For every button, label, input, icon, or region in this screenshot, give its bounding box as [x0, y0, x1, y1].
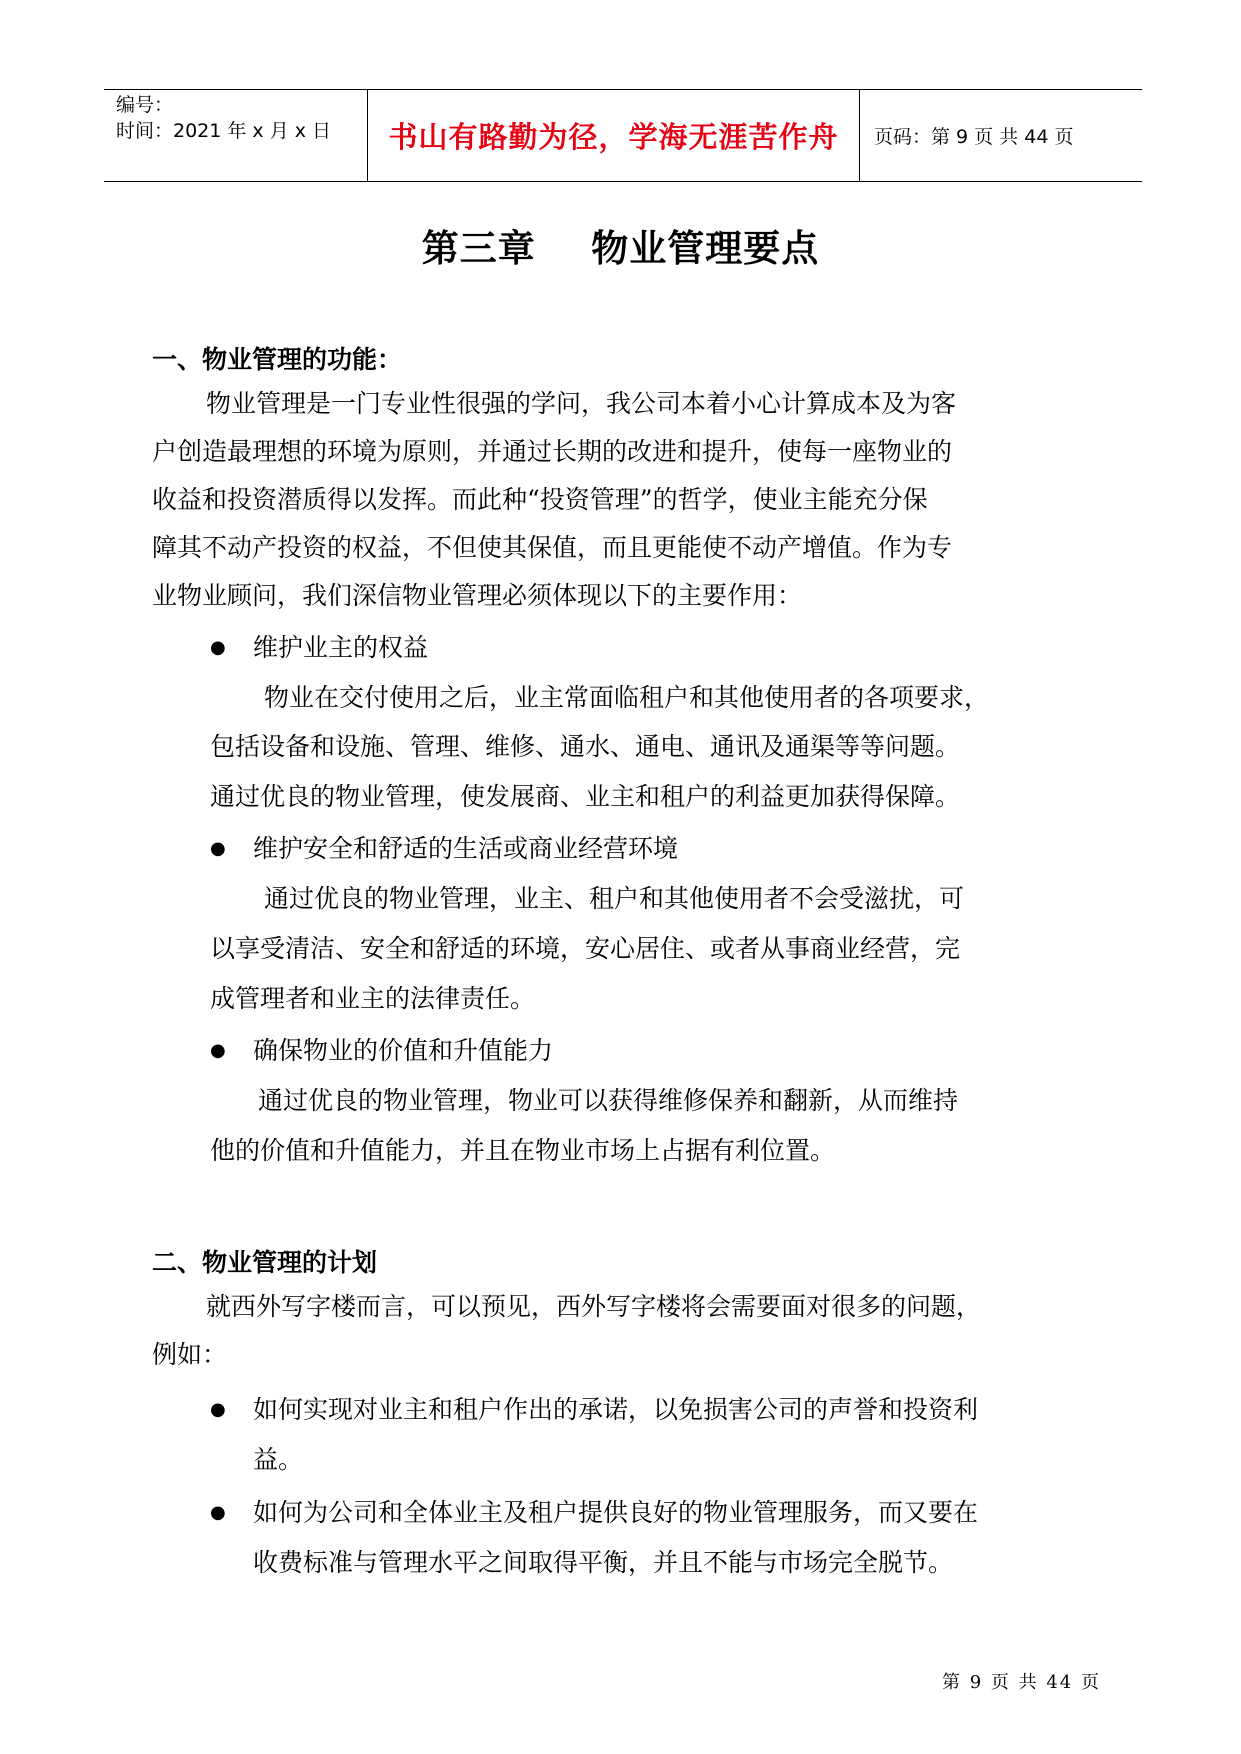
- bullet-body-line: 收费标准与管理水平之间取得平衡，并且不能与市场完全脱节。: [253, 1548, 954, 1577]
- page-header: [104, 89, 1142, 182]
- paragraph-line: 障其不动产投资的权益，不但使其保值，而且更能使不动产增值。作为专: [152, 533, 953, 562]
- bullet-body-line: 如何为公司和全体业主及租户提供良好的物业管理服务，而又要在: [253, 1498, 979, 1527]
- bullet-body-line: 益。: [253, 1445, 304, 1474]
- page-code: 页码：第 9 页 共 44 页: [874, 126, 1074, 148]
- bullet-body-line: 通过优良的物业管理，物业可以获得维修保养和翻新，从而维持: [258, 1086, 959, 1115]
- document-time-label: 时间：2021 年 x 月 x 日: [116, 120, 332, 142]
- bullet-title: 维护安全和舒适的生活或商业经营环境: [253, 834, 679, 863]
- paragraph-line: 户创造最理想的环境为原则，并通过长期的改进和提升，使每一座物业的: [152, 437, 953, 466]
- bullet-body-line: 他的价值和升值能力，并且在物业市场上占据有利位置。: [210, 1136, 836, 1165]
- section-heading-functions: 一、物业管理的功能：: [152, 345, 403, 374]
- paragraph-line: 业物业顾问，我们深信物业管理必须体现以下的主要作用：: [152, 581, 803, 610]
- bullet-body-line: 物业在交付使用之后，业主常面临租户和其他使用者的各项要求，: [264, 683, 990, 712]
- bullet-body-line: 成管理者和业主的法律责任。: [210, 984, 536, 1013]
- document-number-label: 编号：: [116, 94, 174, 116]
- chapter-title: 第三章 物业管理要点: [421, 227, 820, 270]
- header-motto-cell: [368, 90, 860, 181]
- bullet-body-line: 通过优良的物业管理，业主、租户和其他使用者不会受滋扰，可: [264, 884, 965, 913]
- header-info-cell: [104, 90, 368, 181]
- page-footer: 第 9 页 共 44 页: [942, 1672, 1101, 1693]
- bullet-icon: ●: [210, 838, 226, 859]
- bullet-icon: ●: [210, 637, 226, 658]
- bullet-body-line: 包括设备和设施、管理、维修、通水、通电、通讯及通渠等等问题。: [210, 732, 961, 761]
- section-heading-plan: 二、物业管理的计划: [152, 1248, 378, 1277]
- header-page-cell: [860, 90, 1142, 181]
- bullet-body-line: 通过优良的物业管理，使发展商、业主和租户的利益更加获得保障。: [210, 782, 961, 811]
- bullet-body-line: 以享受清洁、安全和舒适的环境，安心居住、或者从事商业经营，完: [210, 934, 961, 963]
- bullet-body-line: 如何实现对业主和租户作出的承诺，以免损害公司的声誉和投资利: [253, 1395, 979, 1424]
- bullet-title: 维护业主的权益: [253, 633, 429, 662]
- paragraph-line: 收益和投资潜质得以发挥。而此种“投资管理”的哲学，使业主能充分保: [152, 485, 928, 514]
- paragraph-line: 就西外写字楼而言，可以预见，西外写字楼将会需要面对很多的问题，: [206, 1292, 982, 1321]
- paragraph-line: 例如：: [152, 1340, 228, 1369]
- bullet-icon: ●: [210, 1040, 226, 1061]
- bullet-icon: ●: [210, 1502, 226, 1523]
- paragraph-line: 物业管理是一门专业性很强的学问，我公司本着小心计算成本及为客: [206, 389, 957, 418]
- bullet-icon: ●: [210, 1399, 226, 1420]
- bullet-title: 确保物业的价值和升值能力: [253, 1036, 554, 1065]
- motto: 书山有路勤为径，学海无涯苦作舟: [388, 120, 839, 154]
